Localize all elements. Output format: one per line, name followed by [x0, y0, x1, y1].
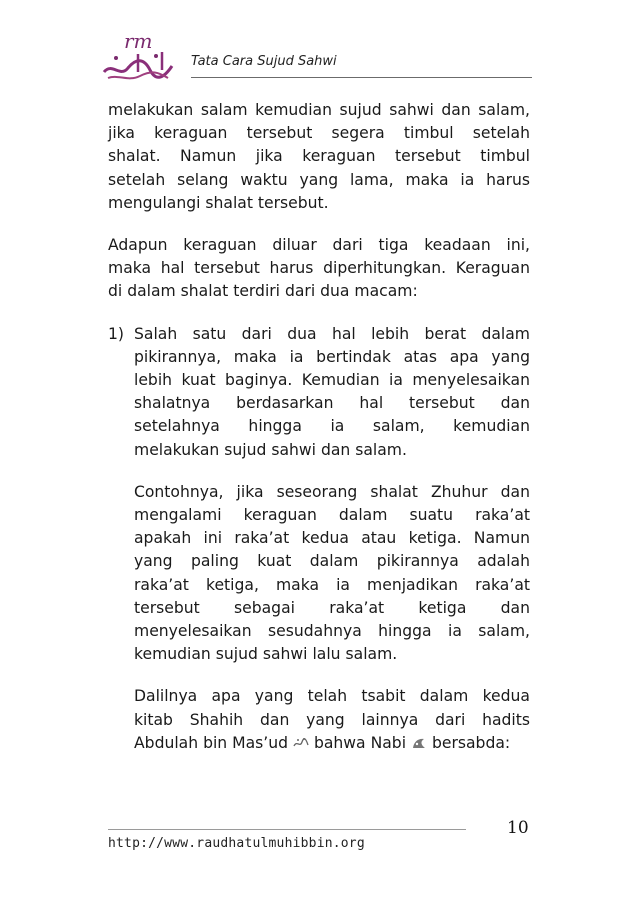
text-line: shalat. Namun jika keraguan tersebut timbul — [108, 147, 530, 166]
text-line: apakah ini raka’at kedua atau ketiga. Namun — [134, 529, 530, 548]
text-line: kemudian sujud sahwi lalu salam. — [134, 645, 398, 664]
text-line: jika keraguan tersebut segera timbul setelah — [108, 124, 530, 143]
paragraph-2 — [108, 234, 530, 304]
text-line: Contohnya, jika seseorang shalat Zhuhur dan — [134, 482, 530, 501]
radhiyallahu-anhu-honorific-icon — [293, 736, 309, 750]
item-paragraph-3 — [134, 685, 530, 755]
text-line: melakukan salam kemudian sujud sahwi dan salam, — [108, 101, 530, 119]
text-line: yang paling kuat dalam pikirannya adalah — [134, 552, 530, 571]
text-line: di dalam shalat terdiri dari dua macam: — [108, 282, 418, 301]
page-body — [108, 99, 530, 774]
text-line: menyelesaikan sesudahnya hingga ia salam, — [134, 622, 530, 641]
list-item-1 — [108, 323, 530, 755]
header-divider — [191, 77, 532, 78]
text-line: Dalilnya apa yang telah tsabit dalam kedua — [134, 687, 530, 706]
item-paragraph-2 — [134, 481, 530, 667]
publisher-logo — [98, 28, 186, 86]
text-line: mengalami keraguan dalam suatu raka’at — [134, 506, 530, 525]
text-line-with-honorifics — [134, 732, 530, 755]
text-line: tersebut sebagai raka’at ketiga dan — [134, 598, 530, 617]
footer-website-link[interactable]: http://www.raudhatulmuhibbin.org — [108, 836, 365, 851]
text-line: melakukan sujud sahwi dan salam. — [134, 440, 407, 459]
text-line: shalatnya berdasarkan hal tersebut dan — [134, 394, 530, 413]
text-line: mengulangi shalat tersebut. — [108, 193, 329, 212]
text-line: maka hal tersebut harus diperhitungkan. Keraguan — [108, 259, 530, 278]
text-segment: Abdulah bin Mas’ud — [134, 733, 289, 752]
text-line: kitab Shahih dan yang lainnya dari hadits — [134, 710, 530, 729]
text-line: raka’at ketiga, maka ia menjadikan raka’at — [134, 575, 530, 594]
text-line: pikirannya, maka ia bertindak atas apa yang — [134, 347, 530, 366]
page-number: 10 — [507, 818, 529, 838]
svg-text:rm: rm — [124, 29, 153, 53]
text-line: setelah selang waktu yang lama, maka ia harus — [108, 170, 530, 189]
text-segment: bahwa Nabi — [313, 733, 407, 752]
text-line: setelahnya hingga ia salam, kemudian — [134, 417, 530, 436]
list-number: 1) — [108, 324, 125, 343]
document-title: Tata Cara Sujud Sahwi — [191, 54, 337, 69]
text-segment: bersabda: — [431, 733, 511, 752]
text-line: lebih kuat baginya. Kemudian ia menyelesaikan — [134, 371, 530, 390]
shallallahu-alaihi-wasallam-honorific-icon — [411, 735, 427, 751]
text-line: Salah satu dari dua hal lebih berat dalam — [134, 324, 530, 343]
paragraph-1 — [108, 99, 530, 215]
page-header — [96, 26, 532, 84]
text-line: Adapun keraguan diluar dari tiga keadaan ini, — [108, 236, 530, 255]
item-paragraph-1 — [134, 323, 530, 462]
footer-divider — [108, 829, 466, 830]
